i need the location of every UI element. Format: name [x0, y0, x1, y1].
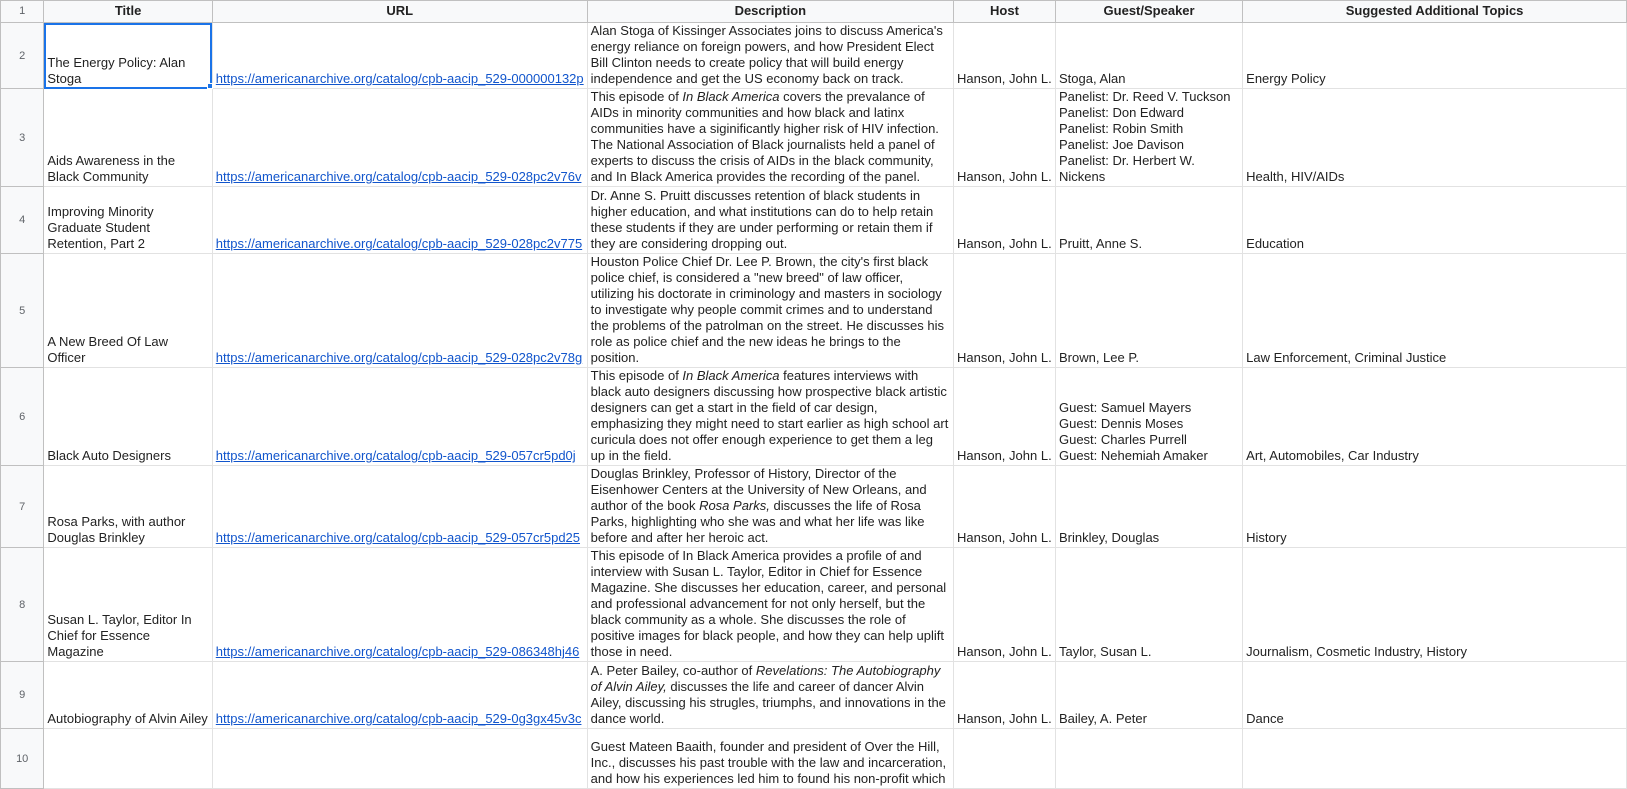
- cell-title[interactable]: The Energy Policy: Alan Stoga: [44, 23, 212, 89]
- cell-guest-speaker[interactable]: Panelist: Dr. Reed V. Tuckson Panelist: Don Edward Panelist: Robin Smith Panelist: Joe Davison Panelist: Dr. Herbert W. Nickens: [1055, 89, 1242, 187]
- cell-description[interactable]: [587, 187, 953, 254]
- cell-host[interactable]: Hanson, John L.: [954, 89, 1056, 187]
- cell-host[interactable]: Hanson, John L.: [954, 548, 1056, 662]
- description-italic-text: In Black America: [682, 368, 780, 383]
- cell-url[interactable]: [212, 254, 587, 368]
- row-header[interactable]: 4: [1, 187, 44, 254]
- cell-suggested-topics[interactable]: Art, Automobiles, Car Industry: [1243, 368, 1627, 466]
- table-row: [1, 254, 1627, 368]
- fill-handle[interactable]: [207, 83, 213, 89]
- cell-guest-speaker[interactable]: Guest: Samuel Mayers Guest: Dennis Moses Guest: Charles Purrell Guest: Nehemiah Amaker: [1055, 368, 1242, 466]
- cell-description[interactable]: [587, 466, 953, 548]
- cell-url[interactable]: [212, 548, 587, 662]
- row-header[interactable]: 7: [1, 466, 44, 548]
- cell-host[interactable]: Hanson, John L.: [954, 368, 1056, 466]
- cell-title[interactable]: A New Breed Of Law Officer: [44, 254, 212, 368]
- row-header[interactable]: 3: [1, 89, 44, 187]
- row-header[interactable]: 8: [1, 548, 44, 662]
- cell-description[interactable]: [587, 729, 953, 789]
- description-text: Alan Stoga of Kissinger Associates joins to discuss America's energy reliance on foreign powers, and how President Elect Bill Clinton needs to create policy that will build energy independence and get the US economy back on track.: [590, 23, 943, 86]
- description-text: This episode of: [590, 89, 683, 104]
- table-row: [1, 729, 1627, 789]
- url-link[interactable]: https://americanarchive.org/catalog/cpb-aacip_529-028pc2v775: [215, 236, 583, 251]
- cell-suggested-topics[interactable]: Journalism, Cosmetic Industry, History: [1243, 548, 1627, 662]
- row-header[interactable]: 10: [1, 729, 44, 789]
- table-row: [1, 23, 1627, 89]
- description-text: covers the prevalance of AIDs in minority communities and how black and latinx communities have a siginificantly higher risk of HIV infection. The National Association of Black journalists held a panel of experts to discuss the crisis of AIDs in the black community, and In Black America provides the recording of the panel.: [590, 89, 939, 184]
- cell-suggested-topics[interactable]: Dance: [1243, 662, 1627, 729]
- column-header-url[interactable]: URL: [212, 1, 587, 23]
- cell-title[interactable]: [44, 729, 212, 789]
- description-text: A. Peter Bailey, co-author of: [590, 663, 756, 678]
- cell-description[interactable]: [587, 23, 953, 89]
- cell-suggested-topics[interactable]: Energy Policy: [1243, 23, 1627, 89]
- cell-suggested-topics[interactable]: Education: [1243, 187, 1627, 254]
- description-text: Houston Police Chief Dr. Lee P. Brown, the city's first black police chief, is considered a "new breed" of law officer, utilizing his doctorate in criminology and masters in sociology to investigate why people commit crimes and to understand the problems of the patrolman on the street. He discusses his role as police chief and the new ideas he brings to the position.: [590, 254, 944, 365]
- cell-title[interactable]: Improving Minority Graduate Student Retention, Part 2: [44, 187, 212, 254]
- row-header[interactable]: 2: [1, 23, 44, 89]
- cell-guest-speaker[interactable]: Taylor, Susan L.: [1055, 548, 1242, 662]
- url-link[interactable]: https://americanarchive.org/catalog/cpb-aacip_529-000000132p: [215, 71, 584, 86]
- cell-url[interactable]: [212, 729, 587, 789]
- column-header-suggested-topics[interactable]: Suggested Additional Topics: [1243, 1, 1627, 23]
- row-header[interactable]: 5: [1, 254, 44, 368]
- row-header-1[interactable]: 1: [1, 1, 44, 23]
- cell-guest-speaker[interactable]: [1055, 729, 1242, 789]
- cell-url[interactable]: [212, 187, 587, 254]
- description-text: features interviews with black auto designers discussing how prospective black artistic designers can get a start in the field of car design, emphasizing they might need to start earlier as high school art curicula does not offer enough experience to get them a leg up in the field.: [590, 368, 949, 463]
- description-text: This episode of In Black America provides a profile of and interview with Susan L. Taylor, Editor in Chief for Essence Magazine. She discusses her education, career, and personal and professional advancement for not only herself, but the black community as a whole. She discusses the role of positive images for black people, and how they can help uplift those in need.: [590, 548, 947, 659]
- description-text: Douglas Brinkley, Professor of History, Director of the Eisenhower Centers at the University of New Orleans, and author of the book: [590, 466, 927, 513]
- cell-url[interactable]: [212, 89, 587, 187]
- column-header-title[interactable]: Title: [44, 1, 212, 23]
- description-text: Dr. Anne S. Pruitt discusses retention of black students in higher education, and what institutions can do to help retain these students if they are under performing or retain them if they are considering dropping out.: [590, 188, 934, 251]
- cell-title[interactable]: Black Auto Designers: [44, 368, 212, 466]
- cell-title[interactable]: Susan L. Taylor, Editor In Chief for Essence Magazine: [44, 548, 212, 662]
- url-link[interactable]: https://americanarchive.org/catalog/cpb-aacip_529-057cr5pd0j: [215, 448, 576, 463]
- url-link[interactable]: https://americanarchive.org/catalog/cpb-aacip_529-0g3gx45v3c: [215, 711, 582, 726]
- table-row: [1, 548, 1627, 662]
- column-header-host[interactable]: Host: [954, 1, 1056, 23]
- cell-description[interactable]: [587, 368, 953, 466]
- cell-guest-speaker[interactable]: Pruitt, Anne S.: [1055, 187, 1242, 254]
- table-row: [1, 89, 1627, 187]
- cell-guest-speaker[interactable]: Brown, Lee P.: [1055, 254, 1242, 368]
- cell-host[interactable]: Hanson, John L.: [954, 254, 1056, 368]
- description-text: discusses the life of Rosa Parks, highlighting who she was and what her life was like before and after her heroic act.: [590, 498, 925, 545]
- cell-url[interactable]: [212, 368, 587, 466]
- cell-description[interactable]: [587, 662, 953, 729]
- description-italic-text: In Black America: [682, 89, 780, 104]
- description-italic-text: Rosa Parks,: [699, 498, 770, 513]
- description-text: discusses the life and career of dancer Alvin Ailey, discussing his strugles, triumphs, and innovations in the dance world.: [590, 679, 946, 726]
- url-link[interactable]: https://americanarchive.org/catalog/cpb-aacip_529-086348hj46: [215, 644, 580, 659]
- cell-url[interactable]: [212, 662, 587, 729]
- cell-suggested-topics[interactable]: [1243, 729, 1627, 789]
- table-row: [1, 187, 1627, 254]
- cell-suggested-topics[interactable]: Health, HIV/AIDs: [1243, 89, 1627, 187]
- description-text: Guest Mateen Baaith, founder and president of Over the Hill, Inc., discusses his past trouble with the law and incarceration, and how his experiences led him to found his non-profit which: [590, 739, 947, 786]
- table-row: [1, 466, 1627, 548]
- cell-url[interactable]: [212, 23, 587, 89]
- cell-guest-speaker[interactable]: Brinkley, Douglas: [1055, 466, 1242, 548]
- cell-title[interactable]: Rosa Parks, with author Douglas Brinkley: [44, 466, 212, 548]
- row-header[interactable]: 6: [1, 368, 44, 466]
- row-header[interactable]: 9: [1, 662, 44, 729]
- cell-description[interactable]: [587, 548, 953, 662]
- table-row: [1, 662, 1627, 729]
- column-header-row: [1, 1, 1627, 23]
- cell-host[interactable]: Hanson, John L.: [954, 23, 1056, 89]
- description-italic-text: Revelations: The Autobiography of Alvin Ailey,: [590, 663, 941, 694]
- description-text: This episode of: [590, 368, 683, 383]
- url-link[interactable]: https://americanarchive.org/catalog/cpb-aacip_529-028pc2v76v: [215, 169, 582, 184]
- table-row: [1, 368, 1627, 466]
- cell-guest-speaker[interactable]: Bailey, A. Peter: [1055, 662, 1242, 729]
- cell-host[interactable]: Hanson, John L.: [954, 466, 1056, 548]
- url-link[interactable]: https://americanarchive.org/catalog/cpb-aacip_529-057cr5pd25: [215, 530, 581, 545]
- cell-description[interactable]: [587, 89, 953, 187]
- column-header-guest-speaker[interactable]: Guest/Speaker: [1055, 1, 1242, 23]
- url-link[interactable]: https://americanarchive.org/catalog/cpb-aacip_529-028pc2v78g: [215, 350, 583, 365]
- cell-description[interactable]: [587, 254, 953, 368]
- cell-suggested-topics[interactable]: History: [1243, 466, 1627, 548]
- cell-host[interactable]: [954, 729, 1056, 789]
- cell-suggested-topics[interactable]: Law Enforcement, Criminal Justice: [1243, 254, 1627, 368]
- cell-url[interactable]: [212, 466, 587, 548]
- cell-host[interactable]: Hanson, John L.: [954, 187, 1056, 254]
- cell-host[interactable]: Hanson, John L.: [954, 662, 1056, 729]
- column-header-description[interactable]: Description: [587, 1, 953, 23]
- cell-title[interactable]: Autobiography of Alvin Ailey: [44, 662, 212, 729]
- cell-guest-speaker[interactable]: Stoga, Alan: [1055, 23, 1242, 89]
- cell-title[interactable]: Aids Awareness in the Black Community: [44, 89, 212, 187]
